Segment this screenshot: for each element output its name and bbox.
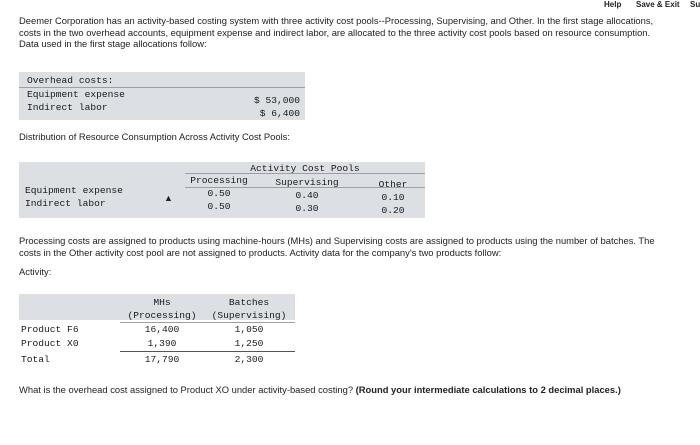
intro-line-1: Deemer Corporation has an activity-based costing system with three activity cost pools--Processing, Supervising, and Other. In the first stage allocations, [19,15,654,26]
dist-row-equipment-label: Equipment expense [25,185,123,196]
mhs-header-line1: MHs [153,297,171,308]
dist-row-indirect-label: Indirect labor [25,198,106,209]
mouse-cursor-icon: ▲ [164,193,173,203]
processing-line-1: Processing costs are assigned to products using machine-hours (MHs) and Supervising costs are assigned to products using the number of batches. The [19,235,655,246]
mhs-header-line2: (Processing) [127,310,197,321]
submit-button[interactable]: Su [690,0,700,9]
overhead-header: Overhead costs: [27,75,114,86]
intro-line-3: Data used in the first stage allocations follow: [19,38,207,50]
top-toolbar [0,0,700,12]
product-f6-mhs: 16,400 [144,324,180,335]
total-rule [120,351,295,352]
processing-paragraph [19,235,694,258]
help-link[interactable]: Help [604,0,622,9]
intro-line-2: costs in the two overhead accounts, equipment expense and indirect labor, are allocated to the three activity cost pools based on resource consumption. [19,26,651,38]
question-instruction: (Round your intermediate calculations to 2 decimal places.) [355,384,621,395]
equipment-expense-value: $ 53,000 [253,95,300,106]
dist-equipment-supervising: 0.40 [295,190,319,201]
activity-label: Activity: [19,266,52,277]
indirect-labor-value: $ 6,400 [259,108,300,119]
product-f6-batches: 1,050 [234,324,264,335]
total-label: Total [21,354,50,365]
dist-indirect-other: 0.20 [381,205,405,216]
col-supervising-header: Supervising [275,177,339,188]
activity-header-rule [120,322,295,323]
equipment-expense-label: Equipment expense [27,89,125,100]
save-exit-button[interactable]: Save & Exit [636,0,680,9]
distribution-title: Distribution of Resource Consumption Across Activity Cost Pools: [19,131,290,142]
dist-indirect-supervising: 0.30 [295,203,319,214]
batches-header-line1: Batches [228,297,270,308]
product-x0-batches: 1,250 [234,338,264,349]
total-batches: 2,300 [234,354,264,365]
dist-indirect-processing: 0.50 [207,201,231,212]
product-x0-mhs: 1,390 [147,338,177,349]
overhead-header-rule [19,87,305,88]
product-x0-label: Product X0 [21,338,79,349]
batches-header-line2: (Supervising) [211,310,287,321]
processing-line-2: costs in the Other activity cost pool are not assigned to products. Activity data for the company's two products follow: [19,246,502,258]
question-text: What is the overhead cost assigned to Product XO under activity-based costing? [19,384,354,395]
question [19,384,694,396]
activity-cost-pools-header: Activity Cost Pools [250,163,360,174]
total-mhs: 17,790 [144,354,180,365]
col-other-header: Other [378,179,408,190]
product-f6-label: Product F6 [21,324,79,335]
dist-equipment-processing: 0.50 [207,188,231,199]
indirect-labor-label: Indirect labor [27,102,108,113]
dist-equipment-other: 0.10 [381,192,405,203]
col-processing-header: Processing [190,175,248,186]
intro-paragraph [19,15,694,50]
